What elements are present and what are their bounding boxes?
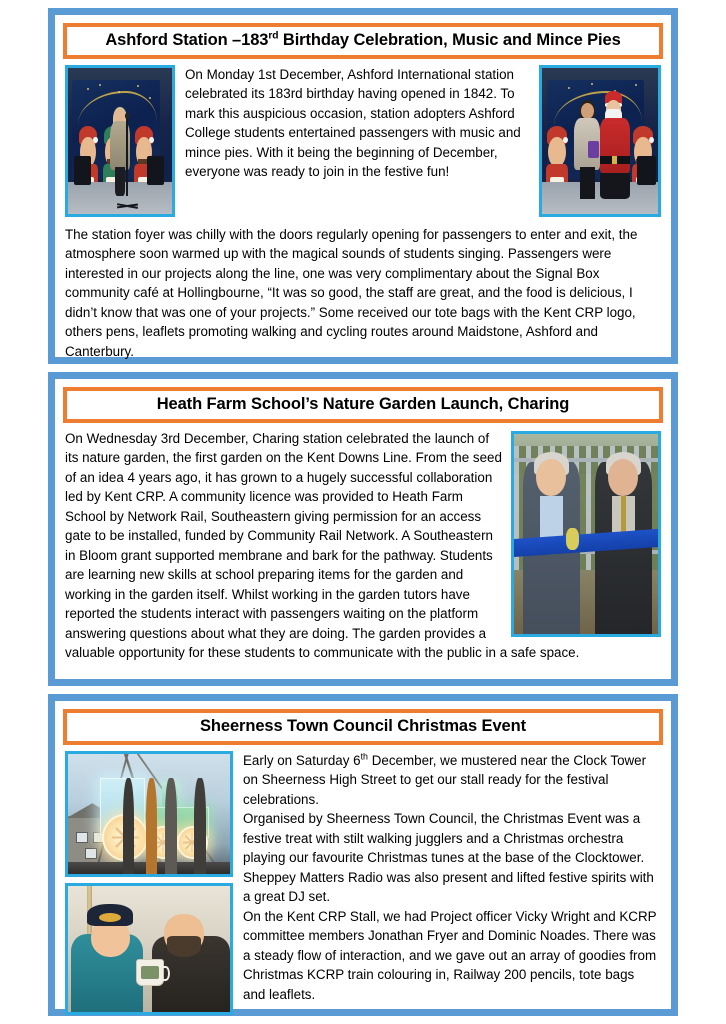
photo-student-singing-scene — [68, 68, 172, 214]
photo-illuminated-train-lantern-scene — [68, 754, 230, 874]
sheerness-content — [61, 751, 665, 1005]
ashford-intro-paragraph — [185, 65, 529, 182]
ashford-body-paragraph — [61, 225, 665, 362]
photo-ribbon-cutting — [511, 431, 661, 637]
section-heading-sheerness — [63, 709, 663, 745]
photo-student-singing — [65, 65, 175, 217]
sheerness-p1-prefix: Early on Saturday 6 — [243, 752, 361, 768]
photo-visitor-with-santa-scene — [542, 68, 658, 214]
section-title-ashford — [73, 31, 653, 50]
photo-illuminated-train-lantern — [65, 751, 233, 877]
ashford-top-row — [61, 65, 665, 217]
photo-ribbon-cutting-scene — [514, 434, 658, 634]
sheerness-photo-column — [65, 751, 233, 1015]
photo-crp-stall-team-scene — [68, 886, 230, 1012]
sheerness-p1-suffix: December, we mustered near the Clock Tower on Sheerness High Street to get our stall ready for the festival celebrations. — [243, 752, 647, 807]
section-heading-ashford — [63, 23, 663, 59]
section-title-sheerness: Sheerness Town Council Christmas Event — [200, 717, 526, 735]
sheerness-paragraph-3: On the Kent CRP Stall, we had Project officer Vicky Wright and KCRP committee members Jonathan Fryer and Dominic Noades. There was a steady flow of interaction, and we gave out an array of goodies from Christmas KCRP train colouring in, Railway 200 pencils, tote bags and leaflets. — [243, 908, 657, 1002]
sheerness-paragraph-1 — [243, 751, 659, 810]
sheerness-paragraph-2: Organised by Sheerness Town Council, the Christmas Event was a festive treat with stilt walking jugglers and a Christmas orchestra playing our favourite Christmas tunes at the base of the Clocktower. Sheppey Matters Radio was also present and lifted festive spirits with a great DJ set. — [243, 811, 654, 905]
ashford-body-text: The station foyer was chilly with the doors regularly opening for passengers to enter and exit, the atmosphere soon warmed up with the magical sounds of students singing. Passengers were interested in our projects along the line, one was very complimentary about the Signal Box community café at Hollingbourne, “It was so good, the staff are great, and the food is delicious, I didn’t know that was one of your projects.” Some received our tote bags with the Kent CRP logo, others pens, leaflets promoting walking and cycling routes around Maidstone, Ashford and Canterbury. — [65, 226, 638, 359]
sheerness-body-text — [243, 751, 665, 1005]
heath-farm-body-text: On Wednesday 3rd December, Charing station celebrated the launch of its nature garden, the first garden on the Kent Downs Line. From the seed of an idea 4 years ago, it has grown to a hugely successful collaboration led by Kent CRP. A community licence was provided to Heath Farm School by Network Rail, Southeastern giving permission for an access gate to be installed, funded by Community Rail Network. A Southeastern in Bloom grant supported membrane and bark for the pathway. Students are learning new skills at school preparing items for the garden and working in the garden itself. Whilst working in the garden tutors have reported the students interact with passengers waiting on the platform answering questions about what they are doing. The garden provides a valuable opportunity for these students to communicate with the public in a safe space. — [65, 430, 580, 661]
photo-visitor-with-santa — [539, 65, 661, 217]
section-sheerness-christmas-event — [48, 694, 678, 1016]
sheerness-date-superscript: th — [360, 751, 368, 762]
section-title-heath-farm: Heath Farm School’s Nature Garden Launch, Charing — [156, 395, 570, 413]
heading-text-prefix: Ashford Station –183 — [105, 31, 269, 49]
heading-text-suffix: Birthday Celebration, Music and Mince Pies — [278, 31, 621, 49]
photo-crp-stall-team — [65, 883, 233, 1015]
heath-farm-content — [61, 429, 665, 663]
section-ashford-station — [48, 8, 678, 364]
heading-ordinal-superscript: rd — [268, 30, 279, 42]
ashford-intro-text: On Monday 1st December, Ashford International station celebrated its 183rd birthday having opened in 1842. To mark this auspicious occasion, station adopters Ashford College students entertained passengers with music and mince pies. With it being the beginning of December, everyone was ready to join in the festive fun! — [185, 66, 521, 180]
section-heath-farm-school — [48, 372, 678, 686]
section-heading-heath-farm — [63, 387, 663, 423]
